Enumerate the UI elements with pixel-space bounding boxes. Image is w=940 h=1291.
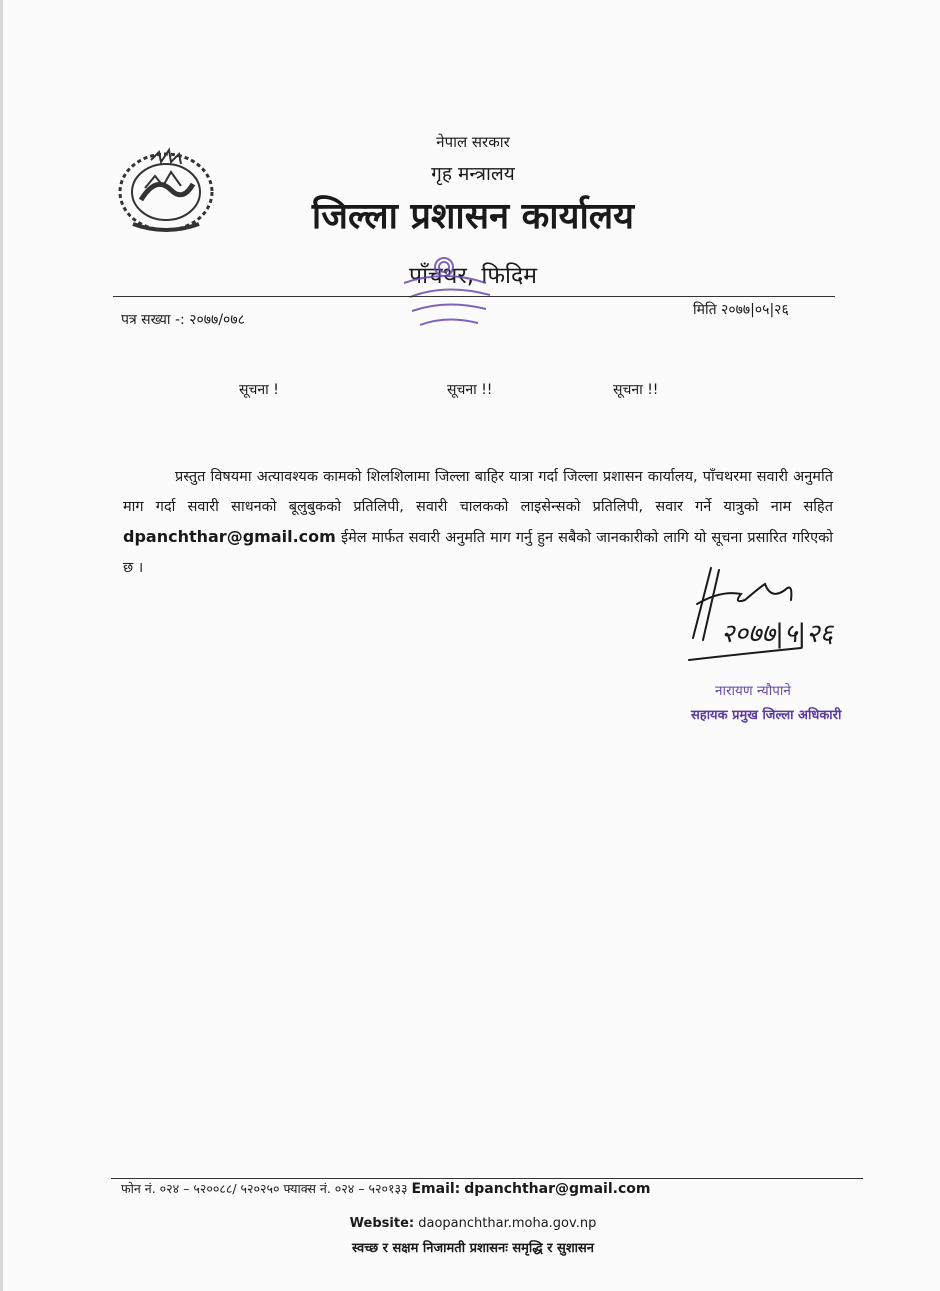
letter-date: मिति २०७७|०५|२६	[693, 302, 789, 318]
government-name: नेपाल सरकार	[436, 133, 510, 151]
body-text-before: प्रस्तुत विषयमा अत्यावश्यक कामको शिलशिलामा जिल्ला बाहिर यात्रा गर्दा जिल्ला प्रशासन कार्यालय, पाँचथरमा सवारी अनुमति माग गर्दा सवारी साधनको बूलुबुकको प्रतिलिपी, सवारी चालकको लाइसेन्सको प्रतिलिपी, सवार गर्ने यात्रुको नाम सहित	[123, 469, 833, 515]
footer-email: dpanchthar@gmail.com	[464, 1181, 651, 1197]
reference-number: पत्र सख्या -: २०७७/०७८	[121, 312, 245, 328]
footer-phone-fax: फोन नं. ०२४ – ५२००८८/ ५२०२५० फ्याक्स नं. ०२४ – ५२०१३३	[121, 1181, 408, 1196]
nepal-government-emblem-icon	[111, 140, 221, 240]
body-text-after: ईमेल मार्फत सवारी अनुमति माग गर्नु हुन सबैको जानकारीको लागि यो सूचना प्रसारित गरिएको छ ।	[123, 530, 834, 576]
signature-date: २०७७|५|२६	[721, 619, 834, 649]
handwritten-signature	[681, 560, 871, 680]
body-email: dpanchthar@gmail.com	[123, 527, 336, 546]
footer-website-label: Website:	[349, 1216, 415, 1231]
header-divider	[113, 296, 835, 297]
officer-title: सहायक प्रमुख जिल्ला अधिकारी	[691, 708, 842, 723]
ministry-name: गृह मन्त्रालय	[431, 163, 515, 185]
footer-email-label: Email:	[411, 1181, 461, 1197]
official-stamp	[386, 253, 506, 337]
notice-heading-3: सूचना !!	[613, 382, 659, 398]
footer-motto: स्वच्छ र सक्षम निजामती प्रशासनः समृद्धि र सुशासन	[351, 1241, 595, 1256]
footer-contact	[121, 1180, 650, 1197]
notice-heading-2: सूचना !!	[447, 382, 493, 398]
notice-heading-1: सूचना !	[239, 382, 279, 398]
office-name: जिल्ला प्रशासन कार्यालय	[311, 196, 635, 237]
footer-divider	[111, 1178, 863, 1179]
footer-website	[303, 1216, 643, 1231]
office-location: पाँचथर, फिदिम	[409, 263, 537, 289]
officer-name: नारायण न्यौपाने	[715, 683, 791, 699]
footer-website-url: daopanchthar.moha.gov.np	[418, 1216, 597, 1231]
